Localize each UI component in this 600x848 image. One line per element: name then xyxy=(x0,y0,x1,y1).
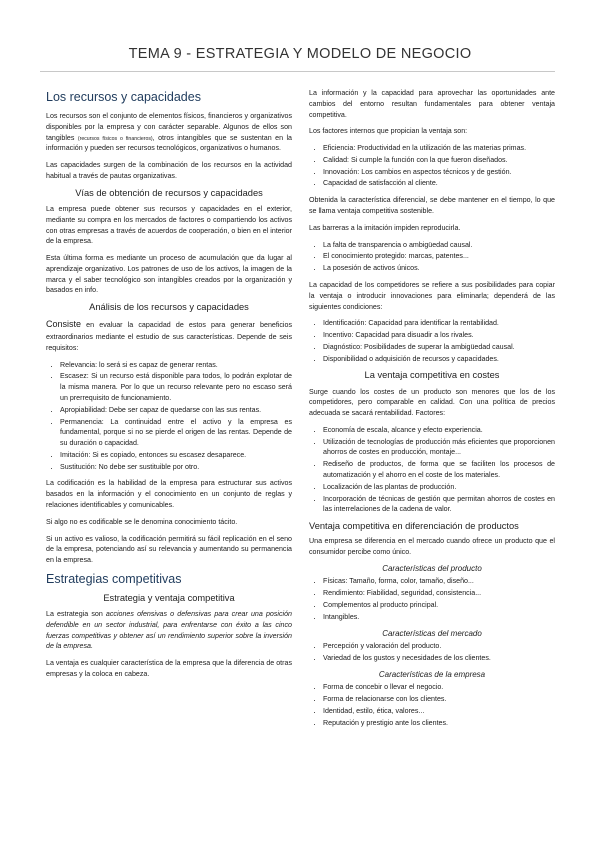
list-item: • Escasez: Si un recurso está disponible para todos, lo podrán explotar de la misma manera. Por lo que un recurso relevante pero no escaso será un prerrequisito de funcionamiento. xyxy=(60,371,292,403)
paragraph-costes: Surge cuando los costes de un producto son menores que los de los competidores, pero comparable en calidad. Con una política de precios adecuada se sacará rentabilidad. Factores: xyxy=(309,387,555,418)
list-item: • Físicas: Tamaño, forma, color, tamaño, diseño... xyxy=(323,576,555,587)
list-item: • Eficiencia: Productividad en la utilización de las materias primas. xyxy=(323,143,555,154)
paragraph-consiste xyxy=(46,318,292,353)
paragraph-recursos xyxy=(46,111,292,154)
paragraph-capacidades: Las capacidades surgen de la combinación de los recursos en la actividad habitual a través de pautas organizativas. xyxy=(46,161,292,181)
text-segment: en evaluar la capacidad de estos para generar beneficios extraordinarios mediante el estudio de sus características. Depende de seis requisitos: xyxy=(46,321,292,352)
list-item: • La falta de transparencia o ambigüedad causal. xyxy=(323,240,555,251)
list-item: • Incentivo: Capacidad para disuadir a los rivales. xyxy=(323,330,555,341)
list-item: • Forma de concebir o llevar el negocio. xyxy=(323,682,555,693)
heading-estrategia-ventaja: Estrategia y ventaja competitiva xyxy=(103,592,235,603)
list-mercado xyxy=(309,641,555,664)
text-small-note: (recursos físicos o financieros) xyxy=(77,135,153,142)
paragraph-estrategia xyxy=(46,609,292,652)
list-factores-costes xyxy=(309,425,555,515)
paragraph-sostenible: Obtenida la característica diferencial, se debe mantener en el tiempo, lo que se llama ventaja competitiva sostenible. xyxy=(309,196,555,216)
list-item: • La posesión de activos únicos. xyxy=(323,263,555,274)
list-item: • Complementos al producto principal. xyxy=(323,600,555,611)
list-item: • Reputación y prestigio ante los clientes. xyxy=(323,718,555,729)
list-item: • Localización de las plantas de producción. xyxy=(323,482,555,493)
list-item: • Imitación: Si es copiado, entonces su escasez desaparece. xyxy=(60,450,292,461)
list-factores xyxy=(309,143,555,189)
heading-analisis: Análisis de los recursos y capacidades xyxy=(89,302,249,313)
paragraph-tacito: Si algo no es codificable se le denomina conocimiento tácito. xyxy=(46,517,238,526)
text-lead-word: Consiste xyxy=(46,319,82,330)
list-condiciones xyxy=(309,318,555,364)
paragraph-diferenciacion: Una empresa se diferencia en el mercado cuando ofrece un producto que el consumidor percibe como único. xyxy=(309,537,555,557)
list-item: • Percepción y valoración del producto. xyxy=(323,641,555,652)
paragraph-informacion: La información y la capacidad para aprovechar las oportunidades ante cambios del entorno resultan fundamentales para obtener ventaja competitiva. xyxy=(309,89,555,119)
heading-producto: Características del producto xyxy=(382,563,482,573)
list-item: • Relevancia: lo será si es capaz de generar rentas. xyxy=(60,360,292,371)
list-item: • Variedad de los gustos y necesidades de los clientes. xyxy=(323,653,555,664)
list-requisitos xyxy=(46,360,292,473)
list-producto xyxy=(309,576,555,622)
list-item: • El conocimiento protegido: marcas, patentes... xyxy=(323,251,555,262)
list-item: • Forma de relacionarse con los clientes. xyxy=(323,694,555,705)
text-segment: , otros intangibles que se sustentan en la información y pueden ser recursos tecnológicos, organizativos o humanos. xyxy=(46,133,292,153)
list-item: • Permanencia: La continuidad entre el activo y la empresa es fundamental, porque si no se pierde el origen de las rentas. Depende de su duración o capacidad. xyxy=(60,417,292,449)
list-item: • Sustitución: No debe ser sustituible por otro. xyxy=(60,462,292,473)
paragraph-activo-valioso: Si un activo es valioso, la codificación permitirá su fácil replicación en el seno de la empresa, potenciando así su relevancia y aumentando su permanencia en la empresa. xyxy=(46,534,292,565)
list-item: • Innovación: Los cambios en aspectos técnicos y de gestión. xyxy=(323,167,555,178)
heading-diferenciacion: Ventaja competitiva en diferenciación de productos xyxy=(309,521,519,532)
paragraph-factores-internos: Los factores internos que propician la ventaja son: xyxy=(309,127,468,136)
list-barreras xyxy=(309,240,555,274)
left-column xyxy=(46,88,292,686)
list-item: • Disponibilidad o adquisición de recursos y capacidades. xyxy=(323,354,555,365)
list-item: • Identidad, estilo, ética, valores... xyxy=(323,706,555,717)
paragraph-acumulacion: Esta última forma es mediante un proceso de acumulación que da lugar al aprendizaje organizativo. Los patrones de uso de los activos, la imagen de la marca y el saber tecnológico son intangibles creados por la organización y basados en info. xyxy=(46,254,292,295)
text-segment: La estrategia son xyxy=(46,610,106,619)
text-segment: Los recursos son el conjunto de elementos físicos, financieros y organizativos disponibles por la empresa y con carácter separable. Algunos de ellos son tangibles xyxy=(46,112,292,142)
list-item: • Calidad: Si cumple la función con la que fueron diseñados. xyxy=(323,155,555,166)
list-empresa xyxy=(309,682,555,728)
list-item: • Rediseño de productos, de forma que se faciliten los procesos de automatización y el ahorro en el coste de los materiales. xyxy=(323,459,555,481)
page-title: TEMA 9 - ESTRATEGIA Y MODELO DE NEGOCIO xyxy=(128,46,472,62)
heading-costes: La ventaja competitiva en costes xyxy=(364,370,500,381)
list-item: • Rendimiento: Fiabilidad, seguridad, consistencia... xyxy=(323,588,555,599)
list-item: • Intangibles. xyxy=(323,612,555,623)
heading-empresa: Características de la empresa xyxy=(378,669,486,679)
paragraph-codificacion: La codificación es la habilidad de la empresa para estructurar sus activos basados en la información y el conocimiento en un conjunto de reglas y relaciones identificables y comunicables. xyxy=(46,479,292,509)
list-item: • Identificación: Capacidad para identificar la rentabilidad. xyxy=(323,318,555,329)
paragraph-ventaja: La ventaja es cualquier característica de la empresa que la diferencia de otras empresas y la coloca en cabeza. xyxy=(46,659,292,678)
heading-mercado: Características del mercado xyxy=(382,628,482,638)
right-column xyxy=(309,88,555,734)
list-item: • Economía de escala, alcance y efecto experiencia. xyxy=(323,425,555,436)
heading-recursos: Los recursos y capacidades xyxy=(46,90,201,104)
list-item: • Incorporación de técnicas de gestión que permitan ahorros de costes en las interrelaciones de la cadena de valor. xyxy=(323,494,555,516)
heading-vias: Vías de obtención de recursos y capacidades xyxy=(75,187,263,198)
paragraph-barreras: Las barreras a la imitación impiden reproducirla. xyxy=(309,223,461,232)
list-item: • Utilización de tecnologías de producción más eficientes que proporcionen ahorros de costes en producción, montaje... xyxy=(323,437,555,459)
title-divider xyxy=(40,71,555,72)
list-item: • Apropiabilidad: Debe ser capaz de quedarse con las sus rentas. xyxy=(60,405,292,416)
list-item: • Capacidad de satisfacción al cliente. xyxy=(323,178,555,189)
paragraph-obtencion: La empresa puede obtener sus recursos y capacidades en el exterior, mediante su compra en los mercados de factores o compartiendo los activos con otras empresas a través de acuerdos de cooperación, o bien en el interior de la empresa. xyxy=(46,204,292,246)
list-item: • Diagnóstico: Posibilidades de superar la ambigüedad causal. xyxy=(323,342,555,353)
text-italic: acciones ofensivas o defensivas para crear una posición defendible en un sector industrial, para enfrentarse con éxito a las cinco fuerzas competitivas y obtener así un rendimiento superior sobre la inversión de la empresa. xyxy=(46,610,292,651)
heading-estrategias: Estrategias competitivas xyxy=(46,571,182,586)
paragraph-competidores: La capacidad de los competidores se refiere a sus posibilidades para copiar la ventaja o introducir innovaciones para eliminarla; dependerá de las siguientes condiciones: xyxy=(309,280,555,311)
